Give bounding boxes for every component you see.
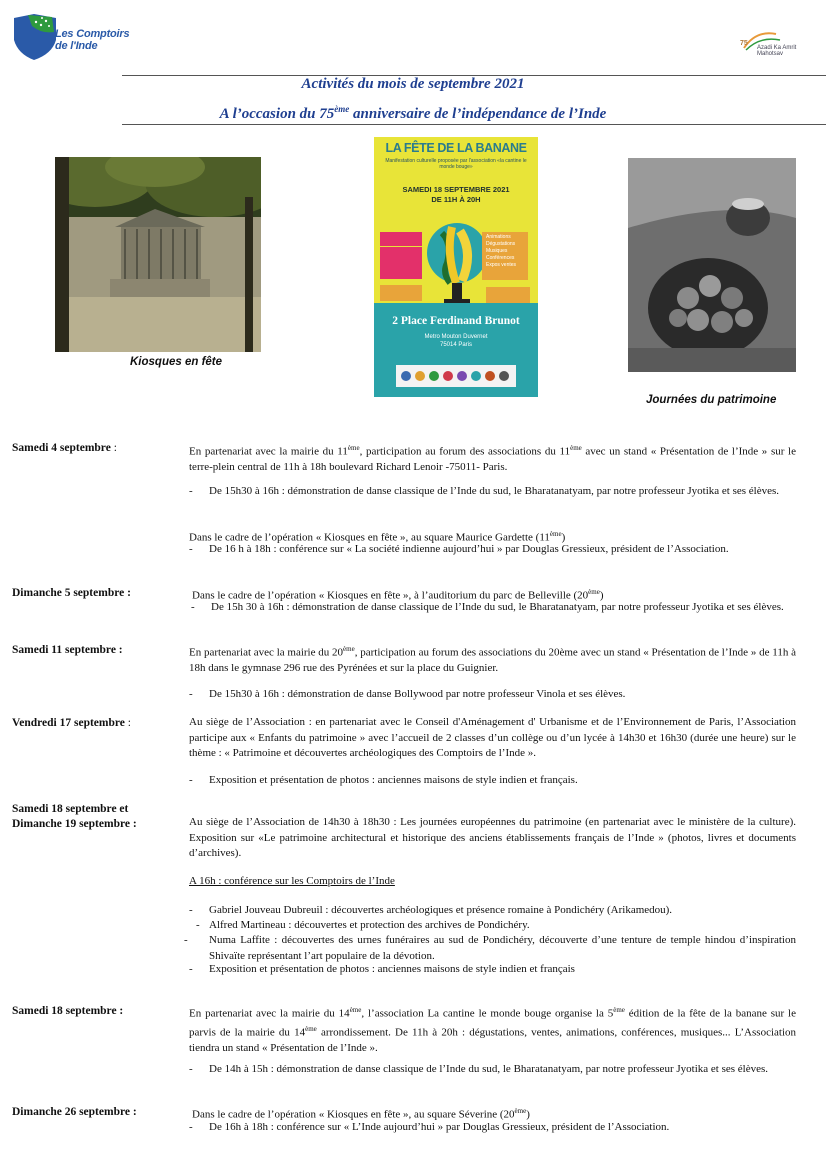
event-paragraph: Dans le cadre de l’opération « Kiosques en fête », au square Maurice Gardette (11ème)	[189, 530, 566, 544]
event-date: Samedi 18 septembre :	[12, 1005, 124, 1017]
poster-info-box-4	[380, 285, 422, 301]
logo-line2: de l'Inde	[55, 40, 98, 52]
event-paragraph: Dans le cadre de l’opération « Kiosques en fête », à l’auditorium du parc de Belleville (20ème)	[192, 588, 604, 602]
event-bullet: - Gabriel Jouveau Dubreuil : découvertes archéologiques et présence romaine à Pondichéry (Arikamedou).	[189, 904, 673, 916]
azadi-logo-text: Azadi Ka Amrit Mahotsav	[757, 45, 797, 57]
fete-banane-poster	[374, 137, 538, 397]
event-bullet: - De 16h à 18h : conférence sur « L’Inde aujourd’hui » par Douglas Gressieux, président de l’Association.	[189, 1121, 670, 1133]
poster-info-box-2	[380, 247, 422, 263]
poster-subtitle: Manifestation culturelle proposée par l'association «la cantine le monde bouge»	[385, 158, 527, 170]
patrimoine-caption: Journées du patrimoine	[646, 394, 777, 406]
event-paragraph: Dans le cadre de l’opération « Kiosques en fête », au square Séverine (20ème)	[192, 1107, 530, 1121]
page-title: Activités du mois de septembre 2021	[301, 76, 525, 92]
page-subtitle: A l’occasion du 75ème anniversaire de l’indépendance de l’Inde	[219, 104, 607, 122]
header-rule-bottom	[122, 124, 826, 125]
poster-info-box-3	[380, 263, 422, 279]
event-bullet: - De 14h à 15h : démonstration de danse classique de l’Inde du sud, le Bharatanatyam, par notre professeur Jyotika et ses élèves.	[189, 1063, 768, 1075]
event-bullet: - De 16 h à 18h : conférence sur « La société indienne aujourd’hui » par Douglas Gressieux, président de l’Association.	[189, 543, 729, 555]
event-paragraph: En partenariat avec la mairie du 20ème, participation au forum des associations du 20ème avec un stand « Présentation de l’Inde » de 11h à 18h dans le gymnase 296 rue des Pyrénées et sur la place du Guignier.	[189, 645, 796, 675]
poster-title: LA FÊTE DE LA BANANE	[385, 141, 527, 155]
poster-info-box-1	[380, 232, 422, 246]
poster-sponsor-logos	[396, 365, 516, 387]
poster-address: 2 Place Ferdinand Brunot	[392, 315, 520, 327]
event-paragraph: En partenariat avec la mairie du 11ème, participation au forum des associations du 11ème avec un stand « Présentation de l’Inde » sur le terre-plein central de 11h à 18h boulevard Richard Lenoir -75011- Paris.	[189, 444, 796, 474]
logo-line1: Les Comptoirs	[55, 28, 130, 40]
event-bullet: - De 15h30 à 16h : démonstration de danse classique de l’Inde du sud, le Bharatanatyam, par notre professeur Jyotika et ses élèves.	[189, 485, 779, 497]
event-date: Dimanche 5 septembre :	[12, 587, 131, 599]
patrimoine-photo	[628, 158, 796, 372]
comptoirs-logo-icon	[12, 12, 58, 62]
event-date: Vendredi 17 septembre :	[12, 717, 131, 729]
event-date: Samedi 4 septembre :	[12, 442, 117, 454]
event-date: Samedi 11 septembre :	[12, 644, 123, 656]
event-bullet: - Exposition et présentation de photos : anciennes maisons de style indien et français.	[189, 774, 578, 786]
kiosque-photo	[55, 157, 261, 352]
event-paragraph: Au siège de l’Association de 14h30 à 18h30 : Les journées européennes du patrimoine (en partenariat avec le ministère de la culture). Exposition sur «Le patrimoine architectural et historique des anciens établissements français de l’Inde » (photos, livres et documents d’archives).	[189, 816, 796, 859]
azadi-logo-number: 75	[740, 40, 748, 47]
kiosque-caption: Kiosques en fête	[130, 356, 223, 368]
event-bullet: - De 15h 30 à 16h : démonstration de danse classique de l’Inde du sud, le Bharatanatyam, par notre professeur Jyotika et ses élèves.	[191, 601, 784, 613]
event-paragraph: Au siège de l’Association : en partenariat avec le Conseil d'Aménagement d' Urbanisme et de l’Environnement de Paris, l’Association participe aux « Enfants du patrimoine » avec l’accueil de 2 classes d’un collège ou d’un lycée à 14h30 et 16h30 (durée une heure) sur le thème : « Patrimoine et découvertes archéologiques des Comptoirs de l’Inde ».	[189, 716, 796, 759]
event-date: Dimanche 26 septembre :	[12, 1106, 137, 1118]
event-date: Samedi 18 septembre et Dimanche 19 septembre :	[12, 803, 137, 830]
event-bullet: - Alfred Martineau : découvertes et protection des archives de Pondichéry.	[196, 919, 530, 931]
event-bullet: - De 15h30 à 16h : démonstration de danse Bollywood par notre professeur Vinola et ses élèves.	[189, 688, 626, 700]
event-bullet: - Numa Laffite : découvertes des urnes funéraires au sud de Pondichéry, découverte d’une tenture de temple hindou d’inspiration Shivaïte représentant l’art populaire de la dévotion.	[184, 934, 796, 962]
event-bullet: - Exposition et présentation de photos : anciennes maisons de style indien et français	[189, 963, 575, 975]
poster-date: SAMEDI 18 SEPTEMBRE 2021 DE 11H À 20H	[402, 185, 510, 204]
event-paragraph: En partenariat avec la mairie du 14ème, l’association La cantine le monde bouge organise la 5ème édition de la fête de la banane sur le parvis de la mairie du 14ème arrondissement. De 11h à 20h : dégustations, ventes, animations, conférences, musiques... L’Association tiendra un stand « Présentation de l’Inde ».	[189, 1006, 797, 1055]
poster-info-box-5	[486, 287, 530, 303]
conference-heading: A 16h : conférence sur les Comptoirs de l’Inde	[189, 875, 395, 887]
poster-activities-box: Animations Dégustations Musiques Conférences Expos ventes	[482, 232, 528, 280]
logo-text	[55, 28, 129, 52]
poster-metro: Metro Mouton Duvernet 75014 Paris	[424, 334, 488, 348]
